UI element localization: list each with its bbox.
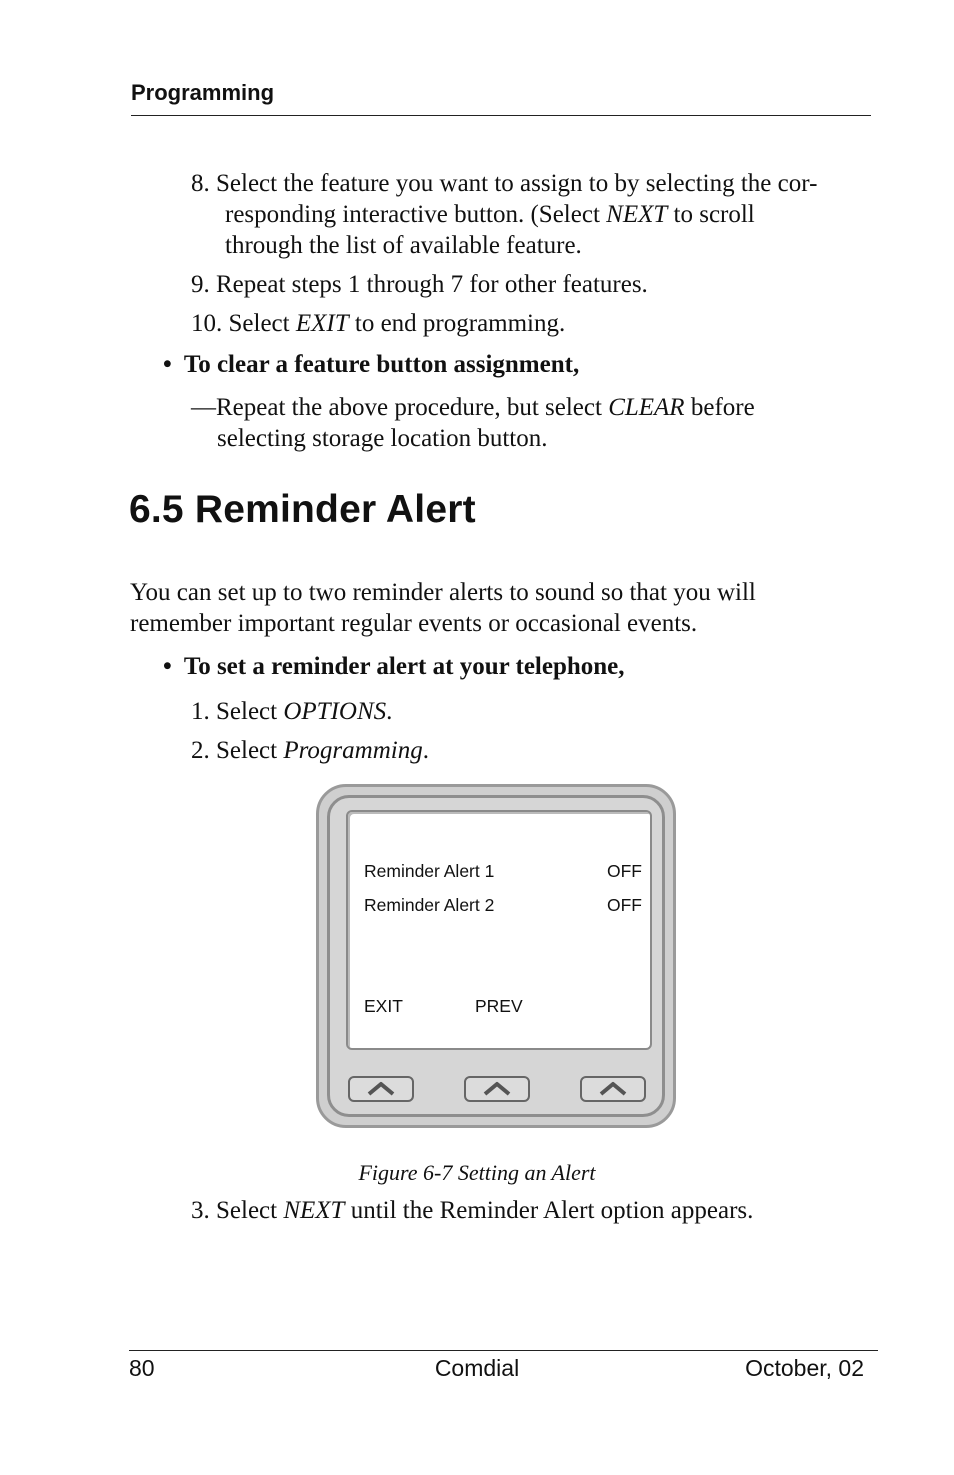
footer-publisher: Comdial <box>434 1355 520 1381</box>
step-text: until the Reminder Alert option appears. <box>344 1197 754 1224</box>
step-text: Select the feature you want to assign to by selecting the cor- <box>216 170 818 197</box>
header-rule <box>131 115 871 116</box>
bullet-title: To clear a feature button assignment, <box>183 351 580 378</box>
display-row-value: OFF <box>607 895 642 915</box>
softkey-button-1[interactable] <box>348 1076 414 1102</box>
softkey-label-prev: PREV <box>475 996 523 1016</box>
step-command: EXIT <box>295 310 349 337</box>
step-8-line-2 <box>225 199 755 230</box>
reminder-step-2 <box>191 735 429 766</box>
display-row-label: Reminder Alert 1 <box>364 861 495 881</box>
intro-line-1: You can set up to two reminder alerts to sound so that you will <box>130 579 756 606</box>
clear-assignment-heading <box>163 349 579 380</box>
page-number: 80 <box>129 1355 155 1381</box>
footer-rule <box>129 1350 878 1351</box>
intro-line-2: remember important regular events or occasional events. <box>130 610 698 637</box>
step-text: to end programming. <box>348 310 566 337</box>
step-command: NEXT <box>283 1197 345 1224</box>
instruction-text: —Repeat the above procedure, but select <box>191 394 609 421</box>
step-10 <box>191 308 565 339</box>
reminder-step-1 <box>191 696 392 727</box>
softkey-button-2[interactable] <box>464 1076 530 1102</box>
softkey-button-3[interactable] <box>580 1076 646 1102</box>
step-text: Select <box>216 737 284 764</box>
step-number: 8. <box>191 170 210 197</box>
figure-caption: Figure 6-7 Setting an Alert <box>358 1160 596 1185</box>
step-command: Programming <box>283 737 423 764</box>
step-9 <box>191 269 648 300</box>
step-number: 10. <box>191 310 223 337</box>
display-row-value: OFF <box>607 861 642 881</box>
display-row-label: Reminder Alert 2 <box>364 895 495 915</box>
chevron-up-icon <box>350 1078 412 1100</box>
step-8-line-3: through the list of available feature. <box>225 232 582 259</box>
section-heading: 6.5 Reminder Alert <box>129 488 476 531</box>
step-command: OPTIONS <box>283 698 387 725</box>
step-number: 9. <box>191 271 210 298</box>
step-text: Repeat steps 1 through 7 for other features. <box>216 271 648 298</box>
set-reminder-heading <box>163 651 625 682</box>
step-number: 3. <box>191 1197 210 1224</box>
instruction-text: before <box>684 394 755 421</box>
step-number: 2. <box>191 737 210 764</box>
bullet: • <box>163 351 172 378</box>
bullet-title: To set a reminder alert at your telephone, <box>183 653 625 680</box>
footer-date: October, 02 <box>745 1355 864 1381</box>
instruction-command: CLEAR <box>608 394 685 421</box>
step-text: . <box>386 698 393 725</box>
step-text: . <box>422 737 429 764</box>
step-text: responding interactive button. (Select <box>225 201 607 228</box>
running-header: Programming <box>131 80 275 105</box>
step-number: 1. <box>191 698 210 725</box>
chevron-up-icon <box>466 1078 528 1100</box>
step-text: Select <box>228 310 296 337</box>
clear-instruction-line-2: selecting storage location button. <box>217 425 548 452</box>
clear-instruction-line-1 <box>191 392 755 423</box>
step-text: Select <box>216 1197 284 1224</box>
step-text: Select <box>216 698 284 725</box>
step-text: to scroll <box>667 201 755 228</box>
step-8 <box>191 168 817 199</box>
chevron-up-icon <box>582 1078 644 1100</box>
softkey-label-exit: EXIT <box>364 996 403 1016</box>
step-command: NEXT <box>606 201 668 228</box>
bullet: • <box>163 653 172 680</box>
reminder-step-3 <box>191 1195 753 1226</box>
